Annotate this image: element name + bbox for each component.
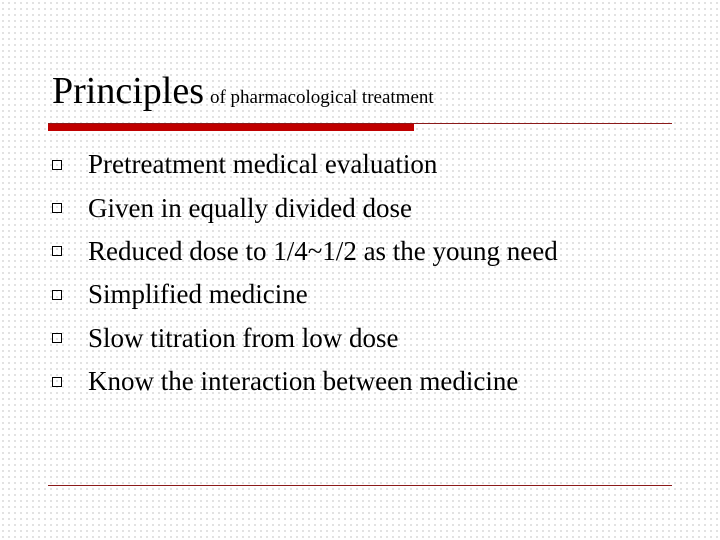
bullet-item (52, 186, 558, 229)
bullet-item (52, 143, 558, 186)
bullet-item (52, 273, 558, 316)
bullet-text: Simplified medicine (88, 279, 308, 310)
hollow-square-icon (52, 333, 62, 343)
bullet-item (52, 360, 558, 403)
slide-title (52, 72, 434, 110)
title-accent-bar (48, 124, 414, 131)
bullet-text: Slow titration from low dose (88, 322, 399, 353)
bullet-item (52, 317, 558, 360)
bullet-list (52, 143, 558, 403)
bullet-text: Given in equally divided dose (88, 192, 412, 223)
slide-title-main: Principles (52, 70, 204, 112)
hollow-square-icon (52, 377, 62, 387)
bullet-text: Reduced dose to 1/4~1/2 as the young need (88, 235, 558, 266)
hollow-square-icon (52, 160, 62, 170)
bullet-text: Pretreatment medical evaluation (88, 149, 438, 180)
hollow-square-icon (52, 203, 62, 213)
slide-title-subtitle: of pharmacological treatment (209, 87, 434, 108)
footer-rule (48, 485, 672, 486)
hollow-square-icon (52, 290, 62, 300)
hollow-square-icon (52, 246, 62, 256)
bullet-text: Know the interaction between medicine (88, 366, 519, 397)
bullet-item (52, 230, 558, 273)
